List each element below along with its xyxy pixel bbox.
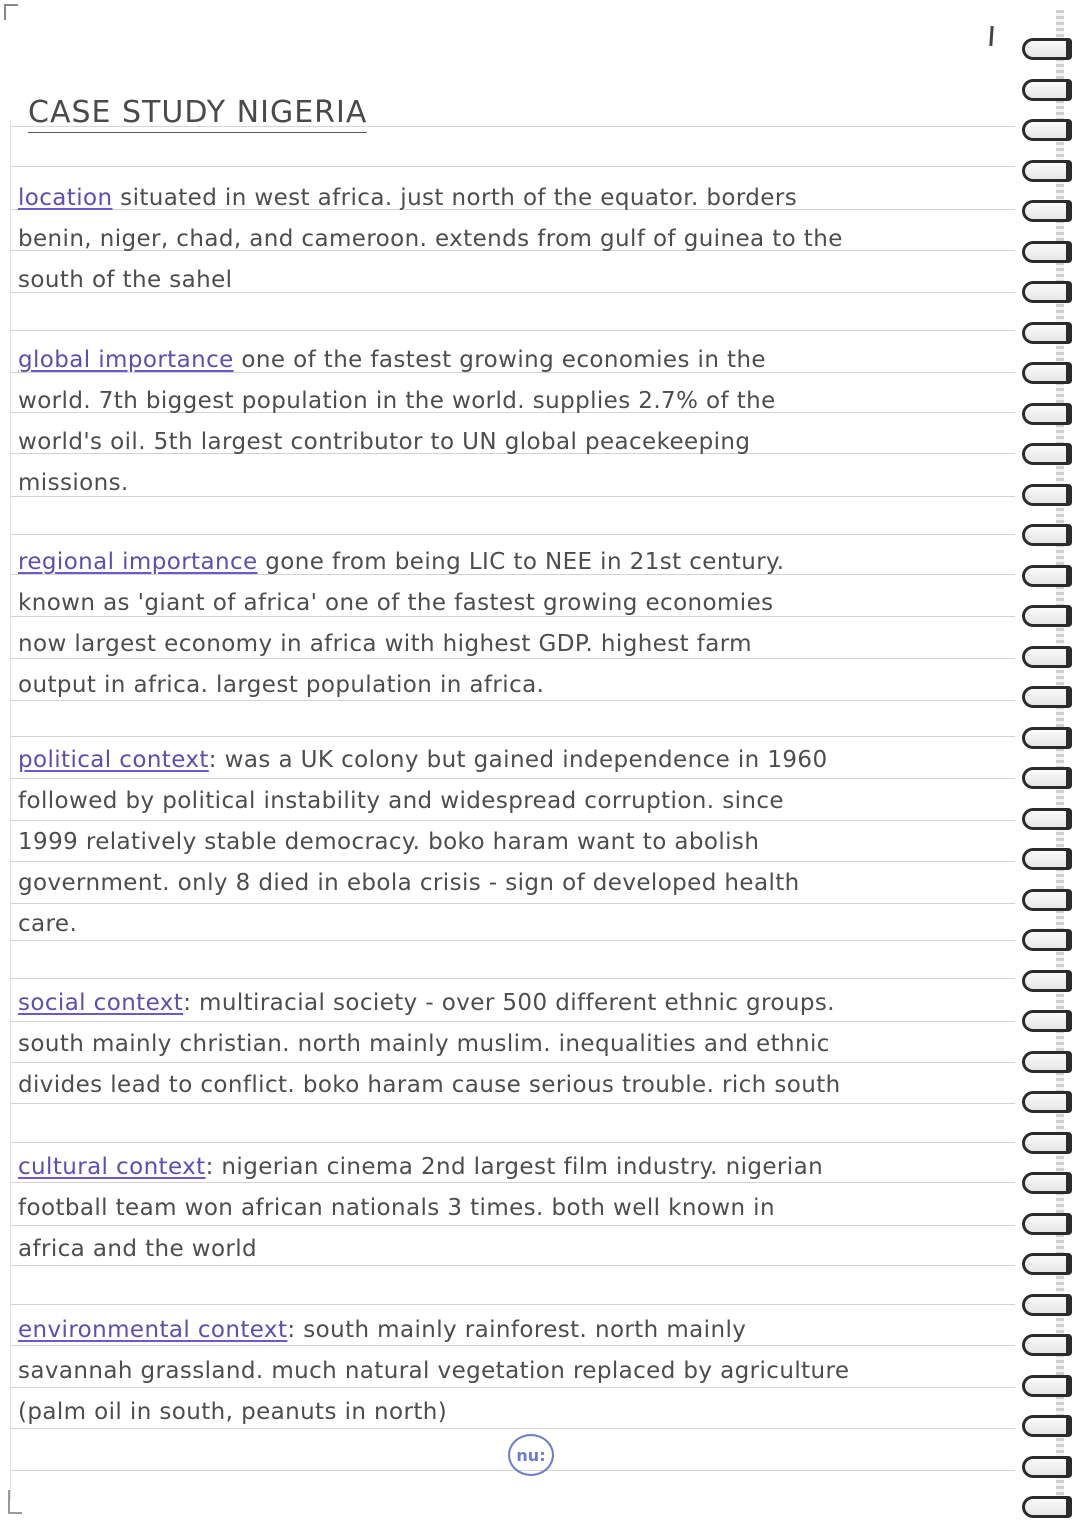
spiral-coil <box>1022 1334 1072 1356</box>
spiral-coil <box>1022 484 1072 506</box>
margin-line <box>10 120 11 1500</box>
section-regional-importance <box>18 542 1008 706</box>
section-text: : was a UK colony but gained independence in 1960 <box>208 747 828 773</box>
spiral-coil <box>1022 565 1072 587</box>
section-location <box>18 178 1008 301</box>
spiral-coil <box>1022 362 1072 384</box>
spiral-coil <box>1022 646 1072 668</box>
ruled-line <box>10 330 1015 331</box>
section-text: : south mainly rainforest. north mainly <box>287 1317 747 1343</box>
spiral-coil <box>1022 200 1072 222</box>
spiral-coil <box>1022 1051 1072 1073</box>
section-heading: location <box>18 185 113 211</box>
section-environmental-context <box>18 1310 1008 1433</box>
section-text: care. <box>18 911 78 937</box>
corner-mark <box>4 4 18 20</box>
spiral-coil <box>1022 1132 1072 1154</box>
pen-mark <box>989 26 993 46</box>
section-text: output in africa. largest population in africa. <box>18 672 545 698</box>
section-text: south mainly christian. north mainly muslim. inequalities and ethnic <box>18 1031 830 1057</box>
ruled-line <box>10 1470 1015 1471</box>
spiral-coil <box>1022 1294 1072 1316</box>
spiral-coil <box>1022 1091 1072 1113</box>
logo-text: nu: <box>516 1445 546 1465</box>
spiral-coil <box>1022 929 1072 951</box>
section-text: missions. <box>18 470 129 496</box>
section-text: football team won african nationals 3 times. both well known in <box>18 1195 775 1221</box>
spiral-coil <box>1022 281 1072 303</box>
spiral-coil <box>1022 808 1072 830</box>
ruled-line <box>10 978 1015 979</box>
spiral-coil <box>1022 38 1072 60</box>
section-text: known as 'giant of africa' one of the fastest growing economies <box>18 590 774 616</box>
spiral-coil <box>1022 119 1072 141</box>
section-heading: cultural context <box>18 1154 206 1180</box>
spiral-coil <box>1022 79 1072 101</box>
section-heading: regional importance <box>18 549 258 575</box>
ruled-line <box>10 1142 1015 1143</box>
spiral-coil <box>1022 970 1072 992</box>
spiral-coil <box>1022 1172 1072 1194</box>
ruled-line <box>10 534 1015 535</box>
section-text: : multiracial society - over 500 different ethnic groups. <box>183 990 835 1016</box>
spiral-coil <box>1022 605 1072 627</box>
corner-mark-bottom <box>8 1490 22 1514</box>
spiral-coil <box>1022 889 1072 911</box>
section-cultural-context <box>18 1147 1008 1270</box>
section-text: now largest economy in africa with highest GDP. highest farm <box>18 631 752 657</box>
spiral-coil <box>1022 1496 1072 1518</box>
section-text: (palm oil in south, peanuts in north) <box>18 1399 448 1425</box>
spiral-coil <box>1022 848 1072 870</box>
section-text: situated in west africa. just north of the equator. borders <box>112 185 798 211</box>
spiral-coil <box>1022 322 1072 344</box>
section-text: south of the sahel <box>18 267 233 293</box>
spiral-coil <box>1022 443 1072 465</box>
spiral-coil <box>1022 1375 1072 1397</box>
spiral-coil <box>1022 160 1072 182</box>
spiral-coil <box>1022 1253 1072 1275</box>
section-heading: environmental context <box>18 1317 288 1343</box>
section-text: divides lead to conflict. boko haram cause serious trouble. rich south <box>18 1072 841 1098</box>
section-text: world's oil. 5th largest contributor to UN global peacekeeping <box>18 429 751 455</box>
spiral-coil <box>1022 524 1072 546</box>
section-text: government. only 8 died in ebola crisis - sign of developed health <box>18 870 800 896</box>
nu-logo-icon <box>508 1434 554 1476</box>
spiral-coil <box>1022 686 1072 708</box>
section-text: world. 7th biggest population in the world. supplies 2.7% of the <box>18 388 776 414</box>
section-text: savannah grassland. much natural vegetation replaced by agriculture <box>18 1358 850 1384</box>
section-political-context <box>18 740 1008 945</box>
ruled-line <box>10 736 1015 737</box>
spiral-coil <box>1022 727 1072 749</box>
section-text: : nigerian cinema 2nd largest film industry. nigerian <box>205 1154 824 1180</box>
section-text: 1999 relatively stable democracy. boko haram want to abolish <box>18 829 760 855</box>
spiral-binding <box>1022 0 1080 1527</box>
section-text: followed by political instability and widespread corruption. since <box>18 788 784 814</box>
ruled-line <box>10 1304 1015 1305</box>
section-global-importance <box>18 340 1008 504</box>
section-text: one of the fastest growing economies in the <box>233 347 766 373</box>
spiral-coil <box>1022 241 1072 263</box>
ruled-line <box>10 166 1015 167</box>
section-text: africa and the world <box>18 1236 258 1262</box>
spiral-coil <box>1022 1415 1072 1437</box>
section-text: gone from being LIC to NEE in 21st century. <box>257 549 785 575</box>
section-text: benin, niger, chad, and cameroon. extends from gulf of guinea to the <box>18 226 843 252</box>
section-heading: political context <box>18 747 209 773</box>
spiral-coil <box>1022 1213 1072 1235</box>
section-heading: social context <box>18 990 184 1016</box>
page-title: CASE STUDY NIGERIA <box>28 95 367 133</box>
spiral-coil <box>1022 403 1072 425</box>
section-heading: global importance <box>18 347 234 373</box>
spiral-coil <box>1022 1456 1072 1478</box>
spiral-coil <box>1022 767 1072 789</box>
spiral-coil <box>1022 1010 1072 1032</box>
section-social-context <box>18 983 1008 1106</box>
